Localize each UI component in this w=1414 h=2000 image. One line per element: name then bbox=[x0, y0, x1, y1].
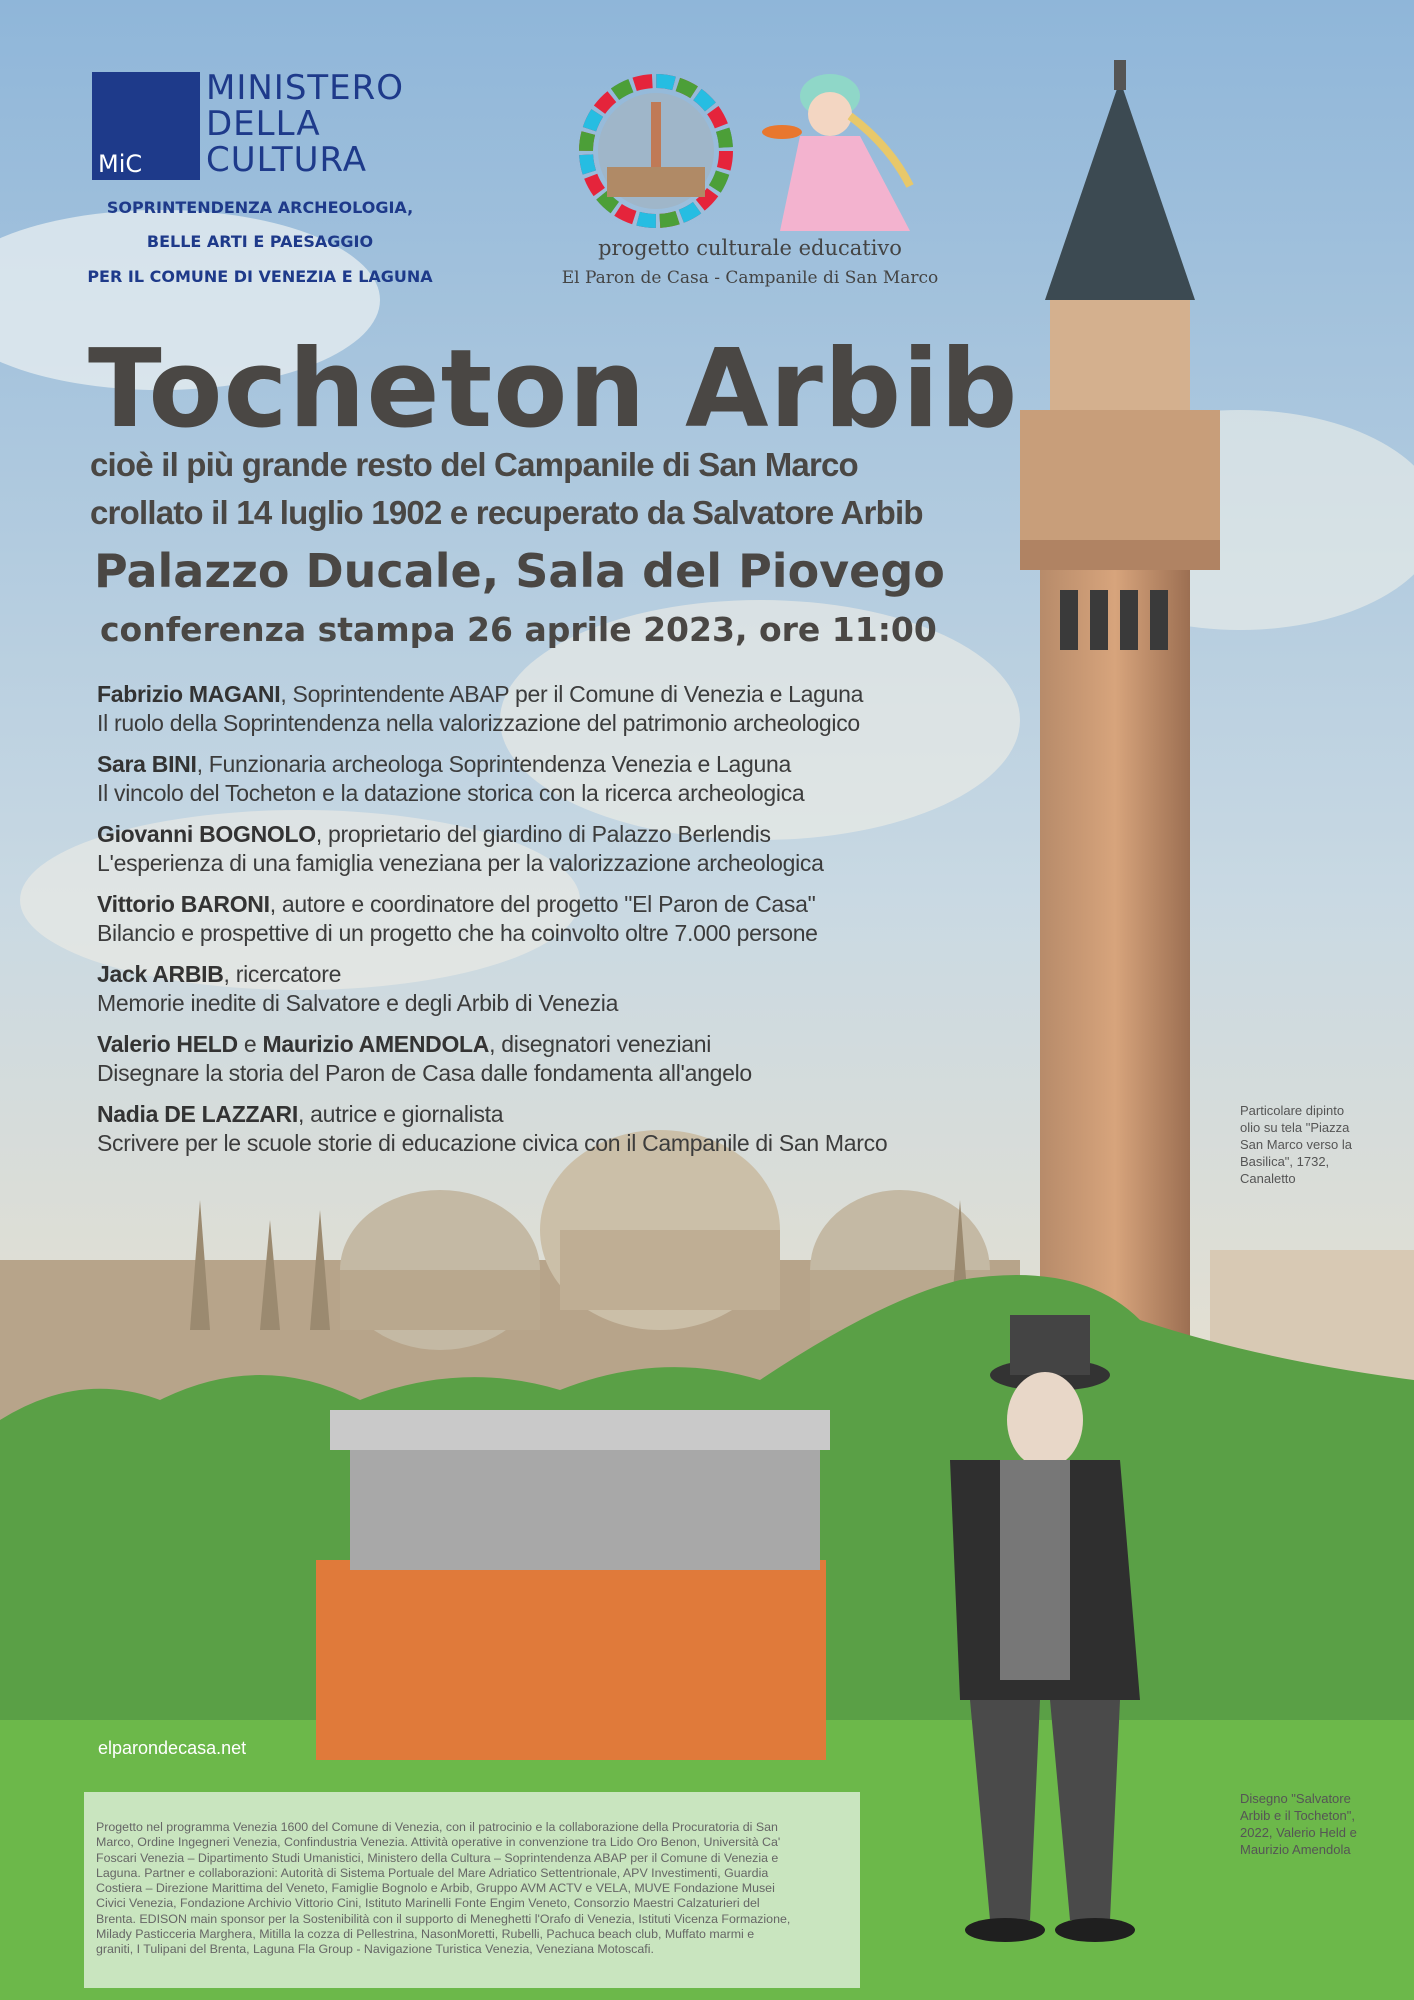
ministry-name-line: MINISTERO bbox=[206, 68, 405, 108]
footer-line: Civici Venezia, Fondazione Archivio Vittorio Cini, Istituto Marinelli Fonte Engim Veneto, Consorzio Maestri Calzaturieri del bbox=[96, 1896, 760, 1911]
soprintendenza-line: BELLE ARTI E PAESAGGIO bbox=[146, 232, 374, 251]
caption-line: Disegno "Salvatore bbox=[1240, 1791, 1351, 1806]
project-label: progetto culturale educativo bbox=[598, 236, 902, 260]
caption-line: Canaletto bbox=[1240, 1171, 1296, 1186]
ministry-name-line: DELLA bbox=[206, 104, 321, 144]
speaker-role: , disegnatori veneziani bbox=[489, 1031, 712, 1057]
project-name: El Paron de Casa - Campanile di San Marco bbox=[561, 268, 939, 288]
speaker-item bbox=[97, 890, 977, 948]
soprintendenza-line: PER IL COMUNE DI VENEZIA E LAGUNA bbox=[87, 267, 433, 286]
footer-line: Milady Pasticceria Marghera, Mitilla la cozza di Pellestrina, NasonMoretti, Rubelli, Pachuca beach club, Muffato marmi e bbox=[96, 1927, 755, 1942]
speaker-topic: Disegnare la storia del Paron de Casa dalle fondamenta all'angelo bbox=[97, 1060, 752, 1086]
speaker-item bbox=[97, 680, 977, 738]
painting-caption bbox=[1240, 1102, 1410, 1187]
caption-line: Particolare dipinto bbox=[1240, 1103, 1345, 1118]
speaker-list bbox=[97, 680, 977, 1170]
footer-line: Progetto nel programma Venezia 1600 del Comune di Venezia, con il patrocinio e la collaborazione della Procuratoria di San bbox=[96, 1820, 778, 1834]
footer-line: Brenta. EDISON main sponsor per la Sostenibilità con il supporto di Meneghetti l'Orafo di Venezia, Istituti Vicenza Formazione, bbox=[96, 1911, 791, 1926]
press-conference-date: conferenza stampa 26 aprile 2023, ore 11:00 bbox=[100, 610, 937, 649]
caption-line: Basilica", 1732, bbox=[1240, 1154, 1330, 1169]
speaker-name: Nadia DE LAZZARI bbox=[97, 1101, 298, 1127]
speaker-role: , autore e coordinatore del progetto "El Paron de Casa" bbox=[269, 891, 816, 917]
footer-line: Marco, Ordine Ingegneri Venezia, Confindustria Venezia. Attività operative in convenzione tra Lido Oro Benon, Università Ca' bbox=[96, 1835, 781, 1850]
speaker-topic: Memorie inedite di Salvatore e degli Arbib di Venezia bbox=[97, 990, 619, 1016]
footer-line: graniti, I Tulipani del Brenta, Laguna Fla Group - Navigazione Turistica Venezia, Veneziana Motoscafi. bbox=[96, 1942, 654, 1957]
caption-line: 2022, Valerio Held e bbox=[1240, 1825, 1357, 1840]
speaker-topic: Il vincolo del Tocheton e la datazione storica con la ricerca archeologica bbox=[97, 780, 805, 806]
caption-line: Maurizio Amendola bbox=[1240, 1842, 1351, 1857]
sdg-ring-logo bbox=[577, 72, 735, 230]
ministry-name-line: CULTURA bbox=[206, 140, 368, 180]
footer-line: Laguna. Partner e collaborazioni: Autorità di Sistema Portuale del Mare Adriatico Settentrionale, APV Investimenti, Guardia bbox=[96, 1865, 769, 1880]
speaker-joiner: e bbox=[237, 1031, 263, 1057]
speaker-name: Sara BINI bbox=[97, 751, 197, 777]
speaker-name: Jack ARBIB bbox=[97, 961, 224, 987]
website-link[interactable]: elparondecasa.net bbox=[98, 1738, 247, 1758]
caption-line: olio su tela "Piazza bbox=[1240, 1120, 1350, 1135]
subtitle-line: cioè il più grande resto del Campanile di San Marco bbox=[90, 446, 858, 483]
speaker-item bbox=[97, 820, 977, 878]
speaker-name: Vittorio BARONI bbox=[97, 891, 270, 917]
caption-line: Arbib e il Tocheton", bbox=[1240, 1808, 1355, 1823]
speaker-item bbox=[97, 1030, 977, 1088]
speaker-name: Giovanni BOGNOLO bbox=[97, 821, 316, 847]
speaker-topic: Bilancio e prospettive di un progetto che ha coinvolto oltre 7.000 persone bbox=[97, 920, 818, 946]
venue-title: Palazzo Ducale, Sala del Piovego bbox=[94, 544, 945, 598]
speaker-item bbox=[97, 960, 977, 1018]
caption-line: San Marco verso la bbox=[1240, 1137, 1352, 1152]
speaker-role: , autrice e giornalista bbox=[297, 1101, 504, 1127]
mascot-girl-illustration bbox=[760, 66, 930, 238]
subtitle-line: crollato il 14 luglio 1902 e recuperato da Salvatore Arbib bbox=[90, 494, 923, 531]
speaker-role: , proprietario del giardino di Palazzo Berlendis bbox=[315, 821, 771, 847]
speaker-name: Maurizio AMENDOLA bbox=[262, 1031, 490, 1057]
speaker-name: Fabrizio MAGANI bbox=[97, 681, 281, 707]
speaker-topic: Il ruolo della Soprintendenza nella valorizzazione del patrimonio archeologico bbox=[97, 710, 860, 736]
speaker-topic: L'esperienza di una famiglia veneziana per la valorizzazione archeologica bbox=[97, 850, 824, 876]
speaker-role: , ricercatore bbox=[223, 961, 342, 987]
speaker-role: , Funzionaria archeologa Soprintendenza Venezia e Laguna bbox=[196, 751, 792, 777]
ministry-logo-text: MiC bbox=[98, 150, 143, 178]
speaker-topic: Scrivere per le scuole storie di educazione civica con il Campanile di San Marco bbox=[97, 1130, 888, 1156]
drawing-caption bbox=[1240, 1790, 1410, 1858]
speaker-item bbox=[97, 750, 977, 808]
footer-line: Foscari Venezia – Dipartimento Studi Umanistici, Ministero della Cultura – Soprintendenza ABAP per il Comune di Venezia e bbox=[96, 1850, 779, 1865]
main-title: Tocheton Arbib bbox=[88, 327, 1019, 452]
speaker-item bbox=[97, 1100, 977, 1158]
footer-line: Costiera – Direzione Marittima del Veneto, Famiglie Bognolo e Arbib, Gruppo AVM ACTV e VELA, MUVE Fondazione Musei bbox=[96, 1881, 775, 1896]
ministry-logo bbox=[92, 72, 200, 180]
footer-credits bbox=[96, 1820, 826, 1958]
soprintendenza-line: SOPRINTENDENZA ARCHEOLOGIA, bbox=[106, 198, 414, 217]
speaker-name: Valerio HELD bbox=[97, 1031, 238, 1057]
speaker-role: , Soprintendente ABAP per il Comune di Venezia e Laguna bbox=[280, 681, 864, 707]
